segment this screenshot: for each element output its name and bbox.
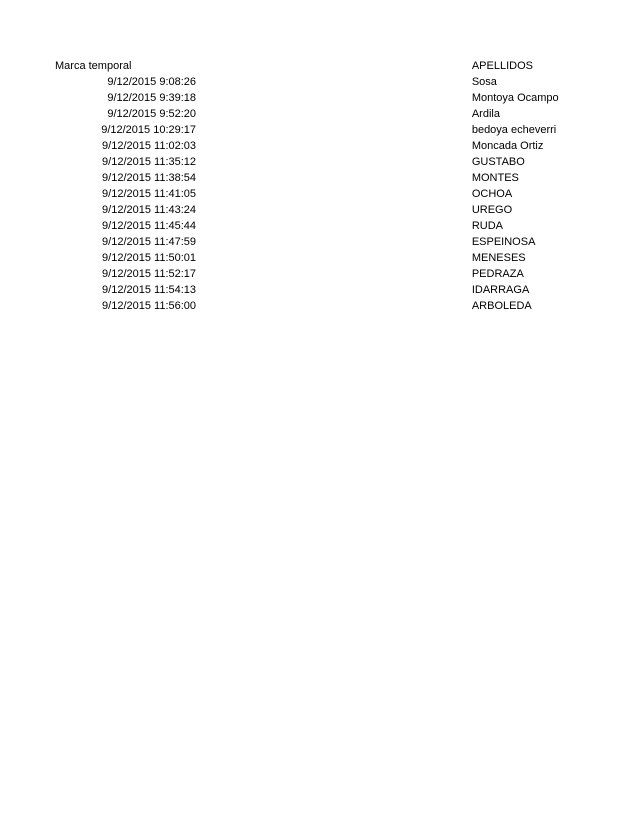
table-row: [0, 170, 638, 186]
spacer-cell: [0, 298, 61, 314]
spacer-cell: [196, 90, 472, 106]
spacer-cell: [196, 122, 472, 138]
spacer-cell: [196, 106, 472, 122]
table-row: [0, 90, 638, 106]
timestamp-cell: 9/12/2015 11:02:03: [102, 140, 197, 152]
spacer-cell: [196, 234, 472, 250]
surname-cell: MONTES: [471, 172, 519, 184]
timestamp-cell: 9/12/2015 11:41:05: [102, 188, 197, 200]
timestamp-cell: 9/12/2015 11:47:59: [102, 236, 197, 248]
table-row: [0, 74, 638, 90]
spacer-cell: [196, 138, 472, 154]
spacer-cell: [0, 266, 61, 282]
spacer-cell: [0, 170, 61, 186]
spacer-cell: [196, 154, 472, 170]
spacer-cell: [0, 90, 61, 106]
table-row: [0, 218, 638, 234]
timestamp-column-header: Marca temporal: [55, 60, 132, 72]
timestamp-cell: 9/12/2015 11:50:01: [102, 252, 197, 264]
table-row: [0, 266, 638, 282]
spacer-cell: [0, 74, 61, 90]
spacer-cell: [196, 202, 472, 218]
timestamp-cell: 9/12/2015 9:52:20: [107, 108, 197, 120]
surname-cell: bedoya echeverri: [471, 124, 557, 136]
spacer-cell: [196, 218, 472, 234]
surname-column-header: APELLIDOS: [471, 60, 533, 72]
surname-cell: GUSTABO: [471, 156, 525, 168]
spacer-cell: [196, 266, 472, 282]
spacer-cell: [0, 282, 61, 298]
surname-cell: Moncada Ortiz: [471, 140, 544, 152]
timestamp-cell: 9/12/2015 11:38:54: [102, 172, 197, 184]
surname-cell: OCHOA: [471, 188, 513, 200]
surname-cell: Montoya Ocampo: [471, 92, 559, 104]
table-row: [0, 154, 638, 170]
timestamp-cell: 9/12/2015 9:08:26: [107, 76, 197, 88]
surname-cell: IDARRAGA: [471, 284, 530, 296]
spacer-cell: [0, 122, 61, 138]
timestamp-cell: 9/12/2015 9:39:18: [107, 92, 197, 104]
surname-cell: UREGO: [471, 204, 513, 216]
surname-cell: PEDRAZA: [471, 268, 524, 280]
spacer-cell: [196, 186, 472, 202]
timestamp-cell: 9/12/2015 11:35:12: [102, 156, 197, 168]
table-row: [0, 106, 638, 122]
spacer-cell: [0, 186, 61, 202]
spacer-cell: [196, 298, 472, 314]
surname-cell: Sosa: [471, 76, 497, 88]
surname-cell: ARBOLEDA: [471, 300, 532, 312]
surname-cell: Ardila: [471, 108, 500, 120]
spacer-cell: [196, 170, 472, 186]
table-row: [0, 234, 638, 250]
spacer-cell: [0, 234, 61, 250]
table-row: [0, 298, 638, 314]
timestamp-cell: 9/12/2015 11:45:44: [102, 220, 197, 232]
table-row: [0, 202, 638, 218]
timestamp-cell: 9/12/2015 10:29:17: [101, 124, 197, 136]
spacer-cell: [196, 58, 472, 74]
table-row: [0, 282, 638, 298]
spacer-cell: [196, 250, 472, 266]
spacer-cell: [0, 218, 61, 234]
surname-cell: RUDA: [471, 220, 503, 232]
surname-cell: ESPEINOSA: [471, 236, 536, 248]
table-row: [0, 186, 638, 202]
table-row: [0, 250, 638, 266]
spacer-cell: [0, 138, 61, 154]
timestamp-cell: 9/12/2015 11:43:24: [102, 204, 197, 216]
spacer-cell: [0, 154, 61, 170]
timestamp-cell: 9/12/2015 11:56:00: [102, 300, 197, 312]
spacer-cell: [196, 282, 472, 298]
header-row: [0, 58, 638, 74]
timestamp-cell: 9/12/2015 11:52:17: [102, 268, 197, 280]
spacer-cell: [196, 74, 472, 90]
spacer-cell: [0, 250, 61, 266]
timestamp-cell: 9/12/2015 11:54:13: [102, 284, 197, 296]
surname-cell: MENESES: [471, 252, 526, 264]
spacer-cell: [0, 202, 61, 218]
table-row: [0, 138, 638, 154]
data-table: [0, 58, 638, 314]
table-row: [0, 122, 638, 138]
spacer-cell: [0, 106, 61, 122]
